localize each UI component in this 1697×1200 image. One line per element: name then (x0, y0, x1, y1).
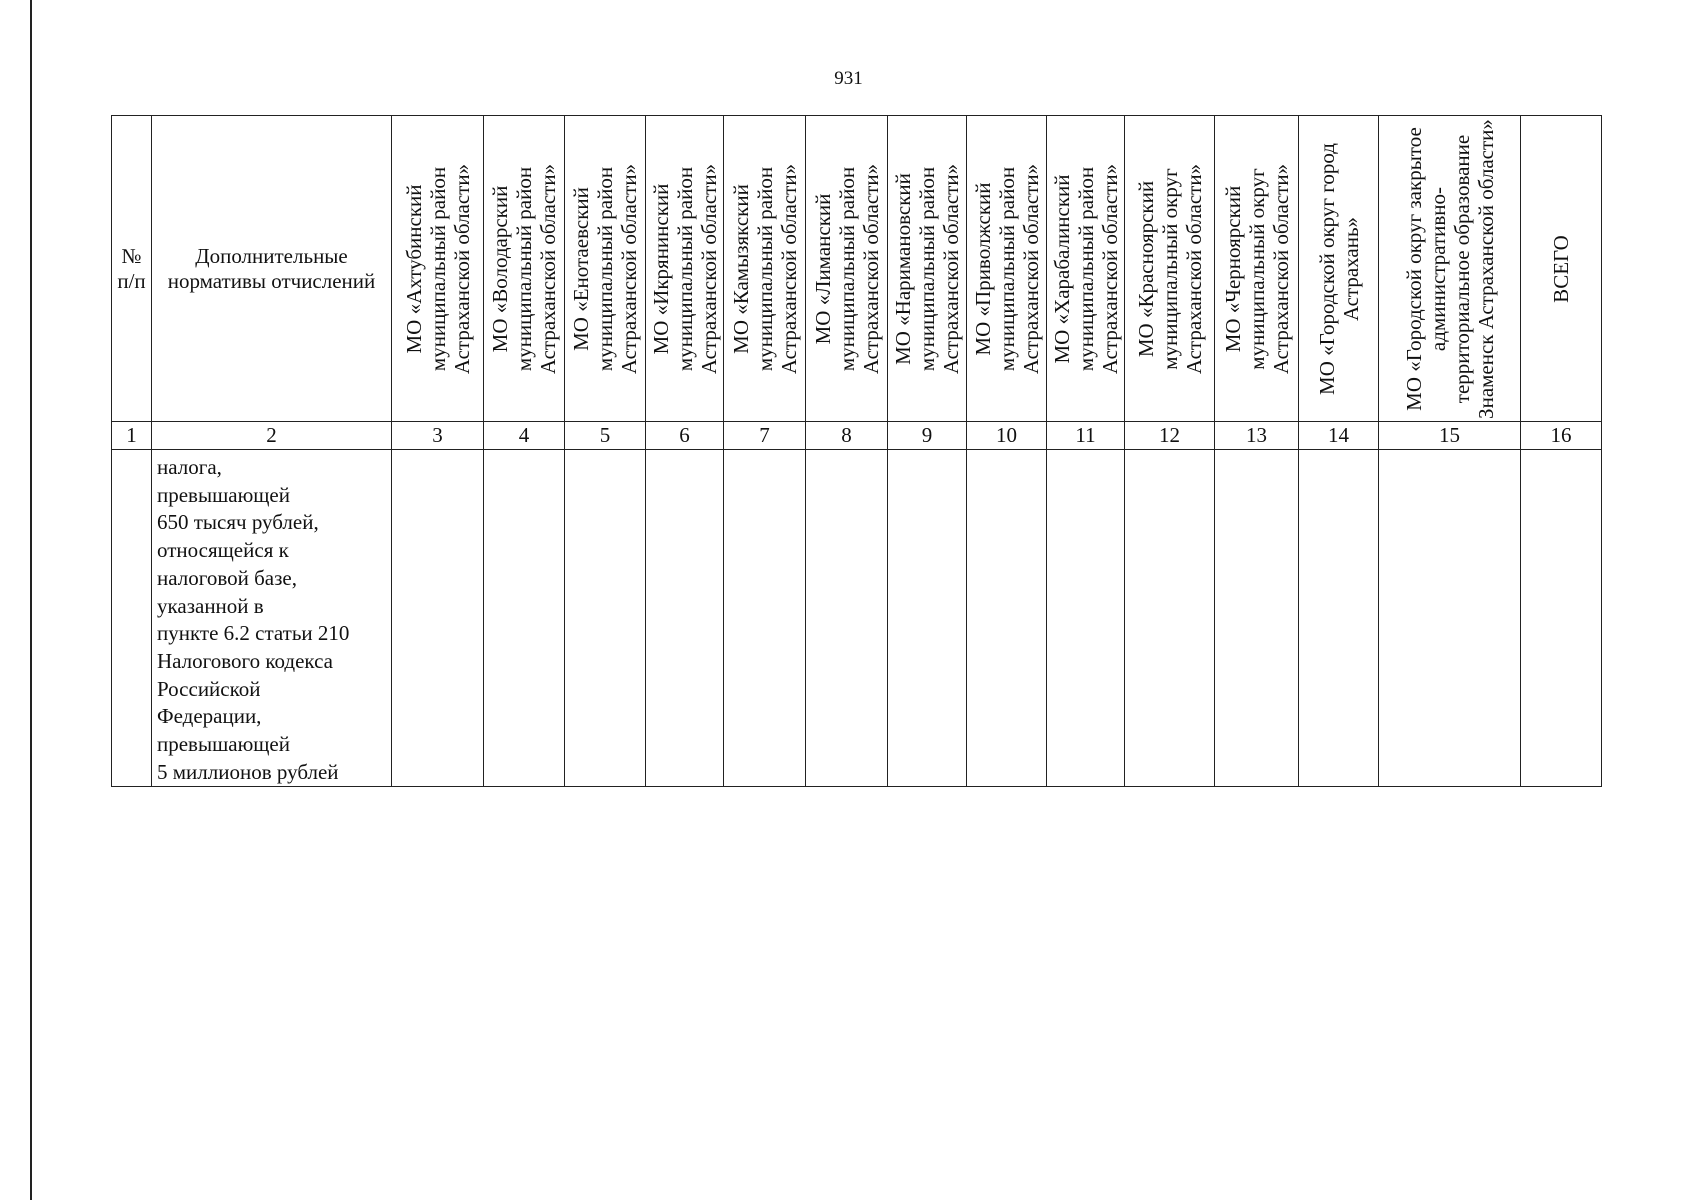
value-cell (724, 450, 806, 787)
value-cell (1299, 450, 1379, 787)
total-cell (1521, 450, 1602, 787)
header-municipality-label: МО «Красноярский муниципальный округ Астраханской области» (1133, 163, 1206, 374)
page-number: 931 (834, 68, 863, 89)
text-line: пункте 6.2 статьи 210 (157, 621, 350, 646)
value-cell (1047, 450, 1125, 787)
header-municipality-cell (806, 116, 888, 422)
value-cell (888, 450, 967, 787)
header-municipality-cell (646, 116, 724, 422)
header-number-cell: № п/п (112, 116, 152, 422)
value-cell (967, 450, 1047, 787)
column-number: 4 (484, 422, 565, 450)
text-line: 5 миллионов рублей (157, 759, 339, 784)
header-row (112, 116, 1602, 422)
norm-description-cell (152, 450, 392, 787)
column-number: 3 (392, 422, 484, 450)
text-line: налога, (157, 455, 222, 479)
header-municipality-cell (1379, 116, 1521, 422)
text-line: налоговой базе, (157, 565, 297, 590)
column-number: 6 (646, 422, 724, 450)
value-cell (646, 450, 724, 787)
column-number: 10 (967, 422, 1047, 450)
text-line: превышающей (157, 482, 290, 507)
column-number: 9 (888, 422, 967, 450)
header-municipality-cell (565, 116, 646, 422)
table-row (112, 450, 1602, 787)
value-cell (1379, 450, 1521, 787)
column-number: 1 (112, 422, 152, 450)
header-total-label: ВСЕГО (1549, 234, 1573, 303)
header-municipality-label: МО «Икрянинский муниципальный район Астраханской области» (648, 163, 721, 374)
column-number: 7 (724, 422, 806, 450)
value-cell (565, 450, 646, 787)
column-number: 2 (152, 422, 392, 450)
value-cell (1125, 450, 1215, 787)
header-municipality-label: МО «Ахтубинский муниципальный район Астраханской области» (401, 163, 474, 374)
header-municipality-cell (1047, 116, 1125, 422)
header-municipality-label: МО «Харабалинский муниципальный район Астраханской области» (1049, 163, 1122, 374)
norm-description-text (152, 450, 391, 786)
norms-table (111, 115, 1602, 787)
text-line: Российской (157, 676, 261, 701)
header-norms-cell: Дополнительные нормативы отчислений (152, 116, 392, 422)
header-municipality-label: МО «Приволжский муниципальный район Астраханской области» (970, 163, 1043, 374)
header-municipality-cell (967, 116, 1047, 422)
header-municipality-label: МО «Наримановский муниципальный район Астраханской области» (891, 163, 963, 374)
text-line: Федерации, (157, 704, 262, 729)
header-municipality-label: МО «Лиманский муниципальный район Астраханской области» (810, 163, 883, 374)
column-number: 8 (806, 422, 888, 450)
column-number: 11 (1047, 422, 1125, 450)
header-municipality-cell (888, 116, 967, 422)
value-cell (1215, 450, 1299, 787)
column-number-row (112, 422, 1602, 450)
column-number: 5 (565, 422, 646, 450)
header-municipality-label: МО «Городской округ город Астрахань» (1314, 142, 1363, 395)
text-line: 650 тысяч рублей, (157, 510, 319, 535)
column-number: 13 (1215, 422, 1299, 450)
header-municipality-label: МО «Черноярский муниципальный округ Астраханской области» (1220, 163, 1293, 374)
column-number: 14 (1299, 422, 1379, 450)
row-number-cell (112, 450, 152, 787)
header-municipality-label: МО «Камызякский муниципальный район Астраханской области» (728, 163, 801, 374)
header-municipality-cell (484, 116, 565, 422)
header-municipality-cell (724, 116, 806, 422)
header-municipality-label: МО «Городской округ закрытое административно-территориальное образование Знаменск Астраханской области» (1401, 118, 1498, 419)
binding-margin-line (30, 0, 32, 1200)
header-municipality-cell (1299, 116, 1379, 422)
value-cell (806, 450, 888, 787)
text-line: указанной в (157, 593, 264, 618)
column-number: 15 (1379, 422, 1521, 450)
column-number: 16 (1521, 422, 1602, 450)
value-cell (392, 450, 484, 787)
header-municipality-cell (392, 116, 484, 422)
header-total-cell (1521, 116, 1602, 422)
column-number: 12 (1125, 422, 1215, 450)
header-municipality-label: МО «Енотаевский муниципальный район Астраханской области» (569, 163, 641, 374)
text-line: Налогового кодекса (157, 648, 333, 673)
header-municipality-label: МО «Володарский муниципальный район Астраханской области» (488, 163, 560, 374)
text-line: превышающей (157, 732, 290, 757)
value-cell (484, 450, 565, 787)
text-line: относящейся к (157, 538, 289, 563)
header-municipality-cell (1125, 116, 1215, 422)
header-municipality-cell (1215, 116, 1299, 422)
